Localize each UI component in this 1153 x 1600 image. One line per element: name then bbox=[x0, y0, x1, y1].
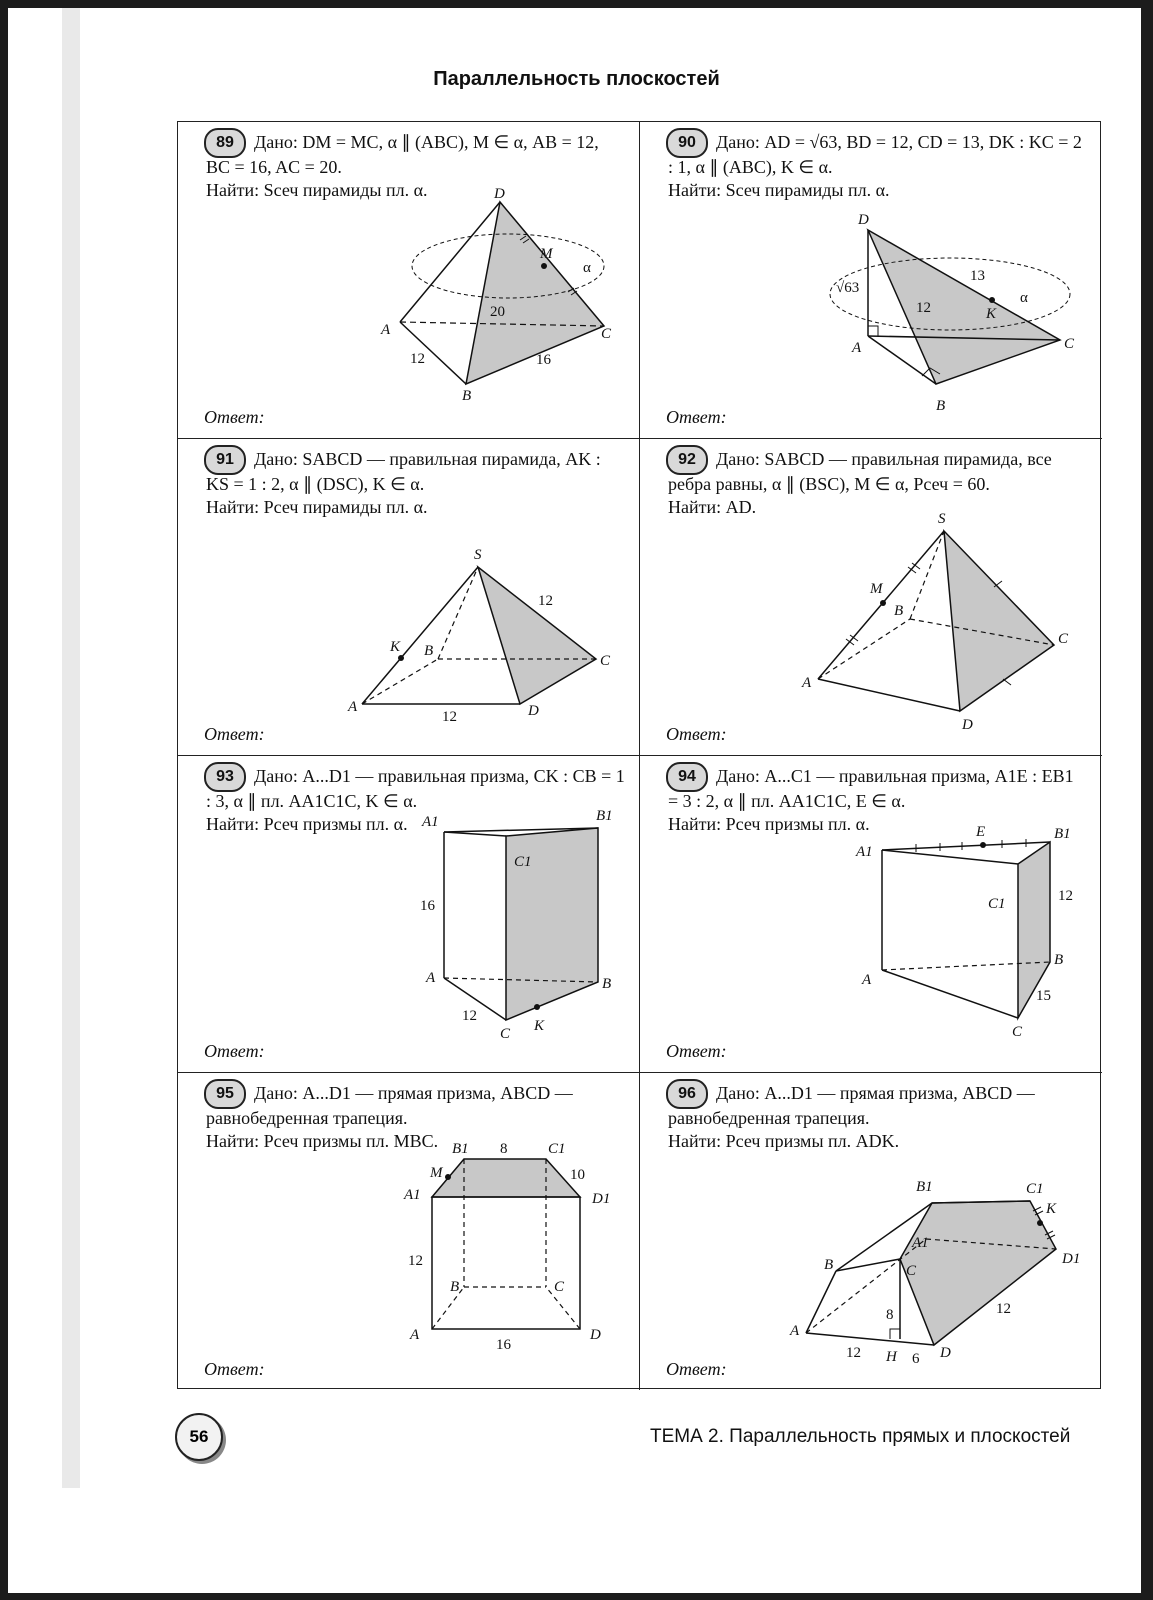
label-A1: A1 bbox=[856, 844, 873, 860]
label-dd1: 12 bbox=[996, 1301, 1011, 1317]
label-A: A bbox=[852, 340, 862, 356]
label-C1: C1 bbox=[514, 854, 532, 870]
label-K: K bbox=[534, 1018, 545, 1034]
label-C: C bbox=[1012, 1024, 1023, 1040]
problem-91 bbox=[178, 439, 640, 756]
problem-given: Дано: SABCD — правильная пирамида, все ребра равны, α ∥ (BSC), M ∈ α, Pсеч = 60. bbox=[668, 449, 1052, 494]
page-number: 56 bbox=[175, 1413, 223, 1461]
page-title: Параллельность плоскостей bbox=[433, 68, 720, 90]
pyramid-figure bbox=[178, 439, 640, 756]
label-bc: 16 bbox=[536, 352, 551, 368]
problem-given: Дано: SABCD — правильная пирамида, AK : KS = 1 : 2, α ∥ (DSC), K ∈ α. bbox=[206, 449, 601, 494]
problem-find: Найти: Pсеч призмы пл. α. bbox=[206, 814, 408, 834]
label-S: S bbox=[474, 547, 482, 563]
label-A: A bbox=[426, 970, 436, 986]
prism-figure bbox=[178, 1073, 640, 1390]
label-B: B bbox=[824, 1257, 834, 1273]
pyramid-figure bbox=[640, 439, 1102, 756]
label-M: M bbox=[540, 246, 553, 262]
label-C: C bbox=[600, 653, 611, 669]
page-binding-edge bbox=[62, 8, 80, 1488]
problem-number: 95 bbox=[204, 1079, 246, 1109]
label-A: A bbox=[410, 1327, 420, 1343]
problem-given: Дано: A...C1 — правильная призма, A1E : EB1 = 3 : 2, α ∥ пл. AA1C1C, E ∈ α. bbox=[668, 766, 1074, 811]
label-alpha: α bbox=[583, 260, 591, 276]
problem-number: 94 bbox=[666, 762, 708, 792]
label-E: E bbox=[976, 824, 986, 840]
label-D: D bbox=[494, 186, 505, 202]
problem-number: 91 bbox=[204, 445, 246, 475]
label-C1: C1 bbox=[988, 896, 1006, 912]
problem-number: 89 bbox=[204, 128, 246, 158]
problem-find: Найти: Sсеч пирамиды пл. α. bbox=[206, 180, 428, 200]
problem-find: Найти: Pсеч призмы пл. ADK. bbox=[668, 1131, 900, 1151]
answer-label: Ответ: bbox=[204, 1041, 265, 1061]
label-bd: 12 bbox=[916, 300, 931, 316]
label-height: 16 bbox=[420, 898, 435, 914]
label-A: A bbox=[862, 972, 872, 988]
label-C: C bbox=[1064, 336, 1075, 352]
prism-figure bbox=[640, 1073, 1102, 1390]
label-C: C bbox=[906, 1263, 917, 1279]
problem-given: Дано: A...D1 — прямая призма, ABCD — равнобедренная трапеция. bbox=[206, 1083, 573, 1128]
problems-grid bbox=[177, 121, 1101, 1389]
label-sc: 12 bbox=[538, 593, 553, 609]
problem-94 bbox=[640, 756, 1102, 1073]
problem-number: 92 bbox=[666, 445, 708, 475]
label-alpha: α bbox=[1020, 290, 1028, 306]
label-b1c1: 8 bbox=[500, 1141, 508, 1157]
label-D: D bbox=[528, 703, 539, 719]
label-D1: D1 bbox=[1062, 1251, 1081, 1267]
label-ad: √63 bbox=[836, 280, 860, 296]
label-D: D bbox=[858, 212, 869, 228]
problem-number: 96 bbox=[666, 1079, 708, 1109]
label-C: C bbox=[500, 1026, 511, 1042]
problem-95 bbox=[178, 1073, 640, 1390]
label-cd: 13 bbox=[970, 268, 985, 284]
problem-96 bbox=[640, 1073, 1102, 1390]
label-C1: C1 bbox=[548, 1141, 566, 1157]
label-K: K bbox=[986, 306, 997, 322]
label-D: D bbox=[590, 1327, 601, 1343]
pyramid-figure bbox=[178, 122, 640, 439]
label-ad: 12 bbox=[442, 709, 457, 725]
problem-find: Найти: Sсеч пирамиды пл. α. bbox=[668, 180, 890, 200]
label-M: M bbox=[870, 581, 883, 597]
label-c1d1: 10 bbox=[570, 1167, 585, 1183]
problem-given: Дано: AD = √63, BD = 12, CD = 13, DK : KC = 2 : 1, α ∥ (ABC), K ∈ α. bbox=[668, 132, 1082, 177]
label-K: K bbox=[1046, 1201, 1057, 1217]
problem-find: Найти: Pсеч пирамиды пл. α. bbox=[206, 497, 428, 517]
problem-given: Дано: DM = MC, α ∥ (ABC), M ∈ α, AB = 12, BC = 16, AC = 20. bbox=[206, 132, 599, 177]
label-C1: C1 bbox=[1026, 1181, 1044, 1197]
problem-93 bbox=[178, 756, 640, 1073]
label-B1: B1 bbox=[1054, 826, 1071, 842]
label-ab: 12 bbox=[410, 351, 425, 367]
label-bc: 15 bbox=[1036, 988, 1051, 1004]
label-K: K bbox=[390, 639, 401, 655]
answer-label: Ответ: bbox=[666, 407, 727, 427]
problem-89 bbox=[178, 122, 640, 439]
label-S: S bbox=[938, 511, 946, 527]
label-hd: 6 bbox=[912, 1351, 920, 1367]
problem-given: Дано: A...D1 — прямая призма, ABCD — равнобедренная трапеция. bbox=[668, 1083, 1035, 1128]
label-M: M bbox=[430, 1165, 443, 1181]
label-B: B bbox=[462, 388, 472, 404]
label-height: 12 bbox=[408, 1253, 423, 1269]
label-A: A bbox=[790, 1323, 800, 1339]
label-height: 12 bbox=[1058, 888, 1073, 904]
label-A1: A1 bbox=[422, 814, 439, 830]
answer-label: Ответ: bbox=[666, 1041, 727, 1061]
label-height: 8 bbox=[886, 1307, 894, 1323]
label-H: H bbox=[886, 1349, 897, 1365]
answer-label: Ответ: bbox=[666, 1359, 727, 1379]
label-ac: 20 bbox=[490, 304, 505, 320]
label-ah: 12 bbox=[846, 1345, 861, 1361]
label-A1: A1 bbox=[404, 1187, 421, 1203]
label-A: A bbox=[381, 322, 391, 338]
footer-topic: ТЕМА 2. Параллельность прямых и плоскостей bbox=[650, 1426, 1071, 1447]
answer-label: Ответ: bbox=[204, 407, 265, 427]
label-C: C bbox=[554, 1279, 565, 1295]
prism-figure bbox=[178, 756, 640, 1073]
label-C: C bbox=[601, 326, 612, 342]
label-A: A bbox=[348, 699, 358, 715]
problem-given: Дано: A...D1 — правильная призма, CK : CB = 1 : 3, α ∥ пл. AA1C1C, K ∈ α. bbox=[206, 766, 625, 811]
label-B1: B1 bbox=[452, 1141, 469, 1157]
problem-find: Найти: Pсеч призмы пл. MBC. bbox=[206, 1131, 439, 1151]
label-B1: B1 bbox=[596, 808, 613, 824]
label-D: D bbox=[940, 1345, 951, 1361]
problem-find: Найти: Pсеч призмы пл. α. bbox=[668, 814, 870, 834]
label-A: A bbox=[802, 675, 812, 691]
label-C: C bbox=[1058, 631, 1069, 647]
label-B: B bbox=[936, 398, 946, 414]
problem-92 bbox=[640, 439, 1102, 756]
label-ad: 16 bbox=[496, 1337, 511, 1353]
label-B: B bbox=[602, 976, 612, 992]
label-A1: A1 bbox=[912, 1235, 929, 1251]
answer-label: Ответ: bbox=[204, 1359, 265, 1379]
label-ac: 12 bbox=[462, 1008, 477, 1024]
answer-label: Ответ: bbox=[666, 724, 727, 744]
label-B1: B1 bbox=[916, 1179, 933, 1195]
label-B: B bbox=[894, 603, 904, 619]
label-B: B bbox=[1054, 952, 1064, 968]
problem-number: 90 bbox=[666, 128, 708, 158]
label-D1: D1 bbox=[592, 1191, 611, 1207]
problem-90 bbox=[640, 122, 1102, 439]
problem-number: 93 bbox=[204, 762, 246, 792]
pyramid-figure bbox=[640, 122, 1102, 439]
problem-find: Найти: AD. bbox=[668, 497, 757, 517]
label-B: B bbox=[424, 643, 434, 659]
label-B: B bbox=[450, 1279, 460, 1295]
answer-label: Ответ: bbox=[204, 724, 265, 744]
prism-figure bbox=[640, 756, 1102, 1073]
label-D: D bbox=[962, 717, 973, 733]
